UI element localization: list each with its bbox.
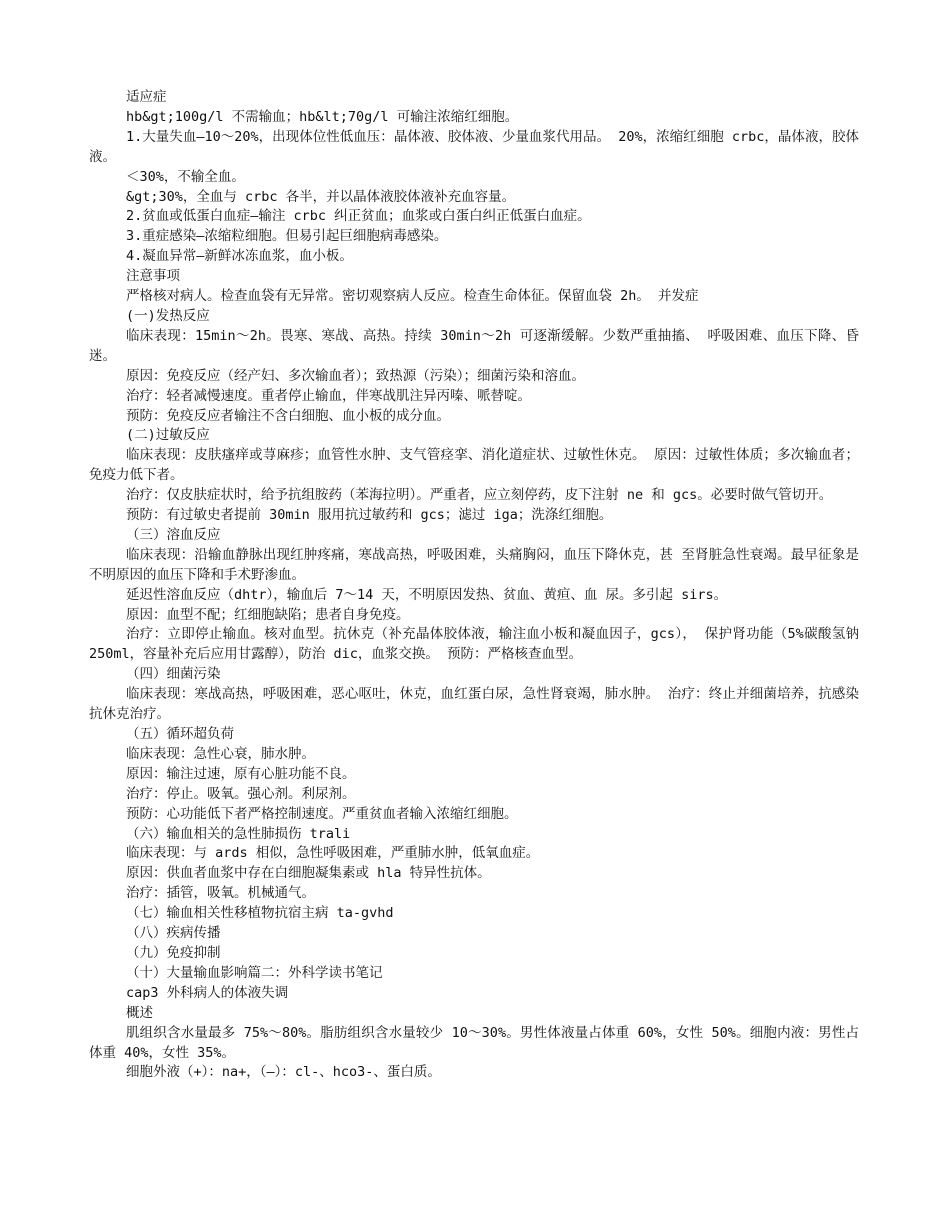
paragraph-section-3-heading: （三）溶血反应 — [126, 526, 221, 543]
paragraph-section-6-heading: （六）输血相关的急性肺损伤 trali — [126, 825, 351, 842]
paragraph-chapter-3-title: cap3 外科病人的体液失调 — [126, 984, 289, 1001]
paragraph-allergy-prevention: 预防：有过敏史者提前 30min 服用抗过敏药和 gcs；滤过 iga；洗涤红细胞。 — [126, 507, 613, 524]
paragraph-body-water: 肌组织含水量最多 75%～80%。脂肪组织含水量较少 10～30%。男性体液量占体重 60%，女性 50%。细胞内液：男性占体重 40%，女性 35%。 — [89, 1024, 859, 1061]
paragraph-precautions-heading: 注意事项 — [126, 268, 180, 285]
paragraph-fever-clinical: 临床表现：15min～2h。畏寒、寒战、高热。持续 30min～2h 可逐渐缓解。少数严重抽搐、 呼吸困难、血压下降、昏迷。 — [89, 327, 859, 364]
paragraph-hemolysis-clinical: 临床表现：沿输血静脉出现红肿疼痛，寒战高热，呼吸困难，头痛胸闷，血压下降休克，甚 至肾脏急性衰竭。最早征象是不明原因的血压下降和手术野渗血。 — [89, 546, 859, 583]
paragraph-section-2-heading: (二)过敏反应 — [126, 427, 210, 444]
paragraph-trali-clinical: 临床表现：与 ards 相似，急性呼吸困难，严重肺水肿，低氧血症。 — [126, 845, 540, 862]
paragraph-extracellular-fluid: 细胞外液（+）：na+，（—）：cl-、hco3-、蛋白质。 — [126, 1064, 441, 1081]
paragraph-overload-treatment: 治疗：停止。吸氧。强心剂。利尿剂。 — [126, 785, 356, 802]
paragraph-less-than-30: ＜30%，不输全血。 — [126, 168, 245, 185]
paragraph-greater-than-30: &gt;30%，全血与 crbc 各半，并以晶体液胶体液补充血容量。 — [126, 188, 516, 205]
paragraph-section-4-heading: （四）细菌污染 — [126, 666, 221, 683]
paragraph-bacterial-clinical: 临床表现：寒战高热，呼吸困难，恶心呕吐，休克，血红蛋白尿，急性肾衰竭，肺水肿。 治疗：终止并细菌培养，抗感染抗休克治疗。 — [89, 686, 859, 723]
paragraph-overload-clinical: 临床表现：急性心衰，肺水肿。 — [126, 745, 315, 762]
paragraph-item-2-anemia: 2.贫血或低蛋白血症—输注 crbc 纠正贫血；血浆或白蛋白纠正低蛋白血症。 — [126, 208, 591, 225]
paragraph-hemolysis-cause: 原因：血型不配；红细胞缺陷；患者自身免疫。 — [126, 606, 410, 623]
paragraph-section-9-heading: （九）免疫抑制 — [126, 944, 221, 961]
paragraph-hemolysis-treatment: 治疗：立即停止输血。核对血型。抗休克（补充晶体胶体液，输注血小板和凝血因子，gcs）， 保护肾功能（5%碳酸氢钠 250ml，容量补充后应用甘露醇），防治 dic，血浆交换。 预防：严格核查血型。 — [89, 626, 859, 663]
paragraph-fever-prevention: 预防：免疫反应者输注不含白细胞、血小板的成分血。 — [126, 407, 450, 424]
paragraph-section-7-heading: （七）输血相关性移植物抗宿主病 ta-gvhd — [126, 905, 394, 922]
paragraph-precautions-text: 严格核对病人。检查血袋有无异常。密切观察病人反应。检查生命体征。保留血袋 2h。 并发症 — [126, 288, 699, 305]
paragraph-hemolysis-delayed: 延迟性溶血反应（dhtr），输血后 7～14 天，不明原因发热、贫血、黄疸、血 尿。多引起 sirs。 — [126, 586, 728, 603]
paragraph-indications-heading: 适应症 — [126, 89, 167, 105]
paragraph-overload-prevention: 预防：心功能低下者严格控制速度。严重贫血者输入浓缩红细胞。 — [126, 805, 518, 822]
paragraph-hb-threshold: hb&gt;100g/l 不需输血；hb&lt;70g/l 可输注浓缩红细胞。 — [126, 108, 519, 125]
paragraph-item-3-infection: 3.重症感染—浓缩粒细胞。但易引起巨细胞病毒感染。 — [126, 228, 448, 245]
paragraph-item-4-coagulation: 4.凝血异常—新鲜冰冻血浆，血小板。 — [126, 248, 353, 265]
paragraph-item-1-blood-loss: 1.大量失血—10～20%，出现体位性低血压：晶体液、胶体液、少量血浆代用品。 20%，浓缩红细胞 crbc，晶体液，胶体液。 — [89, 128, 859, 165]
paragraph-section-5-heading: （五）循环超负荷 — [126, 726, 234, 742]
paragraph-trali-treatment: 治疗：插管，吸氧。机械通气。 — [126, 885, 315, 902]
paragraph-fever-cause: 原因：免疫反应（经产妇、多次输血者）；致热源（污染）；细菌污染和溶血。 — [126, 367, 585, 384]
paragraph-overview-heading: 概述 — [126, 1004, 153, 1021]
document-page — [89, 88, 859, 1083]
paragraph-section-1-heading: (一)发热反应 — [126, 307, 210, 324]
paragraph-section-10-heading: （十）大量输血影响篇二：外科学读书笔记 — [126, 964, 383, 981]
paragraph-allergy-treatment: 治疗：仅皮肤症状时，给予抗组胺药（苯海拉明）。严重者，应立刻停药，皮下注射 ne 和 gcs。必要时做气管切开。 — [126, 487, 833, 504]
paragraph-fever-treatment: 治疗：轻者减慢速度。重者停止输血，伴寒战肌注异丙嗪、哌替啶。 — [126, 387, 531, 404]
paragraph-trali-cause: 原因：供血者血浆中存在白细胞凝集素或 hla 特异性抗体。 — [126, 865, 491, 882]
paragraph-section-8-heading: （八）疾病传播 — [126, 925, 221, 942]
paragraph-allergy-clinical: 临床表现：皮肤瘙痒或荨麻疹；血管性水肿、支气管痉挛、消化道症状、过敏性休克。 原因：过敏性体质；多次输血者；免疫力低下者。 — [89, 447, 859, 484]
paragraph-overload-cause: 原因：输注过速，原有心脏功能不良。 — [126, 765, 356, 782]
